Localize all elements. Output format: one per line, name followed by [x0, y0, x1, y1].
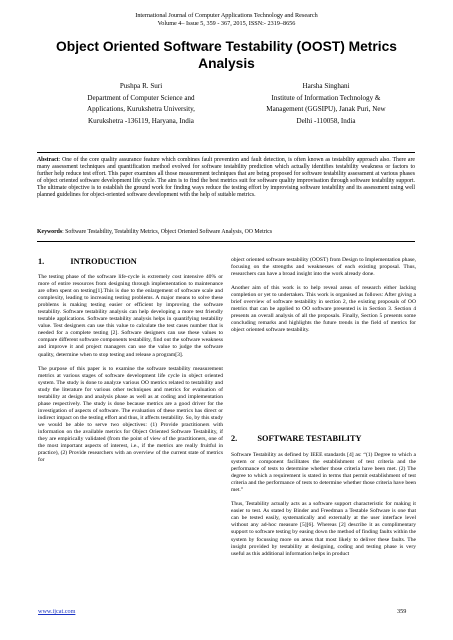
- author-name: Pushpa R. Suri: [119, 82, 163, 90]
- author-name: Harsha Singhani: [302, 82, 350, 90]
- author-block-2: [240, 81, 412, 127]
- paragraph: The testing phase of the software life-cycle is extremely cost intensive 40% or more of entire resources from designing through implementation to maintenance are often spent on testing[1].This is due to the enlargement of software scale and complexity, leading to increasing testing problems. A major means to solve these problems is making testing easier or efficient by improving the software testability. Software testability analysis can help developing a more test friendly testable applications. Software testability analysis helps in quantifying testability value. Test designers can use this value to calculate the test cases number that is needed for a complete testing [2]. Software designers can use these values to compare different software components testability, find out the software weakness and improve it and project managers can use the value to judge the software quality, determine when to stop testing and release a program[3].: [38, 274, 223, 358]
- abstract: [37, 157, 415, 200]
- author-affiliation-line: Management (GGSIPU), Janak Puri, New: [266, 105, 386, 114]
- footer-journal-link[interactable]: www.ijcat.com: [38, 608, 76, 615]
- keywords-bottom-rule: [37, 241, 415, 242]
- paragraph: object oriented software testability (OOST) from Design to Implementation phase, focusing on the strengths and weaknesses of each existing proposal. Thus, researchers can have a broad insight into the work already done.: [231, 257, 416, 278]
- right-column-continued: [231, 452, 416, 558]
- section-title: INTRODUCTION: [70, 257, 137, 266]
- left-column: [38, 274, 223, 464]
- journal-header: [0, 12, 453, 28]
- abstract-text: : One of the core quality assurance feature which combines fault prevention and fault detection, is often known as testability approach also. There are many assessment techniques and quantification method evolved for software testability prediction which actually identifies testability weakness or factors to further help reduce test effort. This paper examines all those measurement techniques that are being proposed for software testability assessment at various phases of object oriented software development life cycle. The aim is to find the best metrics suit for software quality improvisation through software testability support. The ultimate objective is to establish the ground work for finding ways reduce the testing effort by improvising software testability and its assessment using well planned guidelines for object-oriented software development with the help of suitable metrics.: [37, 157, 415, 199]
- author-block-1: [66, 81, 216, 127]
- paper-title: Object Oriented Software Testability (OOST) Metrics Analysis: [56, 39, 397, 71]
- author-affiliation-line: Applications, Kurukshetra University,: [87, 105, 195, 114]
- section-heading-introduction: [38, 257, 137, 267]
- section-title: SOFTWARE TESTABILITY: [257, 434, 362, 443]
- section-number: 1.: [38, 257, 45, 266]
- section-number: 2.: [231, 434, 238, 443]
- paragraph: Software Testability as defined by IEEE standards [4] as: “(1) Degree to which a system or component facilitates the establishment of test criteria and the performance of tests to determine whether those criteria have been met. (2) The degree to which a requirement is stated in terms that permit establishment of test criteria and the performance of tests to determine whether those criteria have been met.”: [231, 452, 416, 494]
- page-number: 359: [397, 608, 407, 615]
- journal-volume: Volume 4– Issue 5, 359 - 367, 2015, ISSN:- 2319–8656: [157, 20, 296, 27]
- journal-name: International Journal of Computer Applications Technology and Research: [135, 12, 318, 19]
- paragraph: Another aim of this work is to help reveal areas of research either lacking completion or yet to undertaken. This work is organised as follows: After giving a brief overview of software testability in section 2, the existing proposals of OO metrics that can be applied to OO software presented is in Section 3. Section 4 presents an overall analysis of all the proposals. Finally, Section 5 presents some concluding remarks and highlights the future trends in the field of metrics for object oriented software testability.: [231, 285, 416, 334]
- section-heading-software-testability: [231, 434, 362, 444]
- keywords: [37, 229, 415, 236]
- abstract-top-rule: [37, 152, 415, 153]
- keywords-label: Keywords: [37, 229, 63, 235]
- author-affiliation-line: Kurukshetra -136119, Haryana, India: [88, 116, 194, 125]
- author-affiliation-line: Institute of Information Technology &: [271, 93, 381, 102]
- abstract-label: Abstract: [37, 157, 59, 163]
- author-affiliation-line: Department of Computer Science and: [87, 93, 195, 102]
- paragraph: Thus, Testability actually acts as a software support characteristic for making it easier to test. As stated by Binder and Freedman a Testable Software is one that can be tested easily, systematically and externally at the user interface level without any ad-hoc measure [5][6]. Whereas [2] describe it as complimentary support to software testing by easing down the method of finding faults within the system by focussing more on areas that most likely to deliver these faults. The insight provided by testability at designing, coding and testing phase is very useful as this additional information helps in product: [231, 501, 416, 557]
- keywords-text: : Software Testability, Testability Metrics, Object Oriented Software Analysis, OO Metrics: [62, 229, 273, 235]
- paragraph: The purpose of this paper is to examine the software testability measurement metrics at various stages of software development life cycle in object oriented system. The study is done to analyze various OO metrics related to testability and study the literature for various other techniques and metrics for evaluation of testability at design and analysis phase as well as at coding and implementation phase respectively. The study is done because metrics are a good driver for the investigation of aspects of software. The evaluation of these metrics has direct or indirect impact on the testing effort and thus, it affects testability. So, by this study we would be able to serve two objectives: (1) Provide practitioners with information on the available metrics for Object Oriented Software Testability, if they are empirically validated (from the point of view of the practitioners, one of the most important aspects of interest, i.e., if the metrics are really fruitful in practice), (2) Provide researchers with an overview of the current state of metrics for: [38, 365, 223, 464]
- author-affiliation-line: Delhi -110058, India: [296, 116, 356, 125]
- right-column: [231, 257, 416, 334]
